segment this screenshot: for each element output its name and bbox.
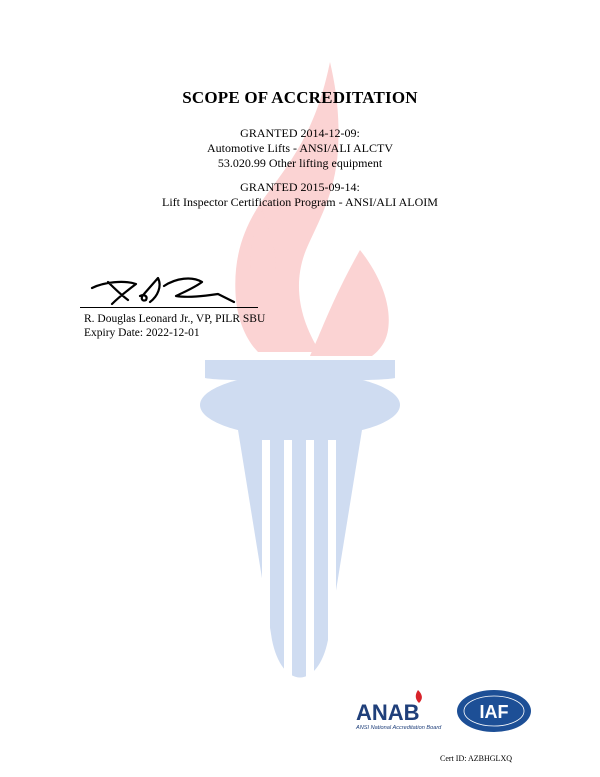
grant-line: Lift Inspector Certification Program - ANSI/ALI ALOIM xyxy=(162,195,438,209)
signer-block xyxy=(84,312,265,340)
signature-icon xyxy=(84,268,254,310)
cert-id: Cert ID: AZBHGLXQ xyxy=(440,754,512,763)
anab-logo xyxy=(354,686,450,732)
svg-text:ANSI National Accreditation Bo: ANSI National Accreditation Board xyxy=(356,725,442,731)
signer-name: R. Douglas Leonard Jr., VP, PILR SBU xyxy=(84,313,266,325)
grant-block-1 xyxy=(0,126,600,171)
grant-line: Automotive Lifts - ANSI/ALI ALCTV xyxy=(207,141,393,155)
expiry-date: Expiry Date: 2022-12-01 xyxy=(84,327,200,339)
grant-heading: GRANTED 2014-12-09: xyxy=(240,126,360,140)
grant-heading: GRANTED 2015-09-14: xyxy=(240,180,360,194)
iaf-logo xyxy=(455,688,533,734)
svg-text:IAF: IAF xyxy=(479,702,509,722)
grant-line: 53.020.99 Other lifting equipment xyxy=(217,156,383,170)
page-title: SCOPE OF ACCREDITATION xyxy=(182,88,418,107)
svg-text:ANAB: ANAB xyxy=(356,700,420,725)
grant-block-2 xyxy=(0,180,600,210)
signature-line xyxy=(80,307,258,308)
